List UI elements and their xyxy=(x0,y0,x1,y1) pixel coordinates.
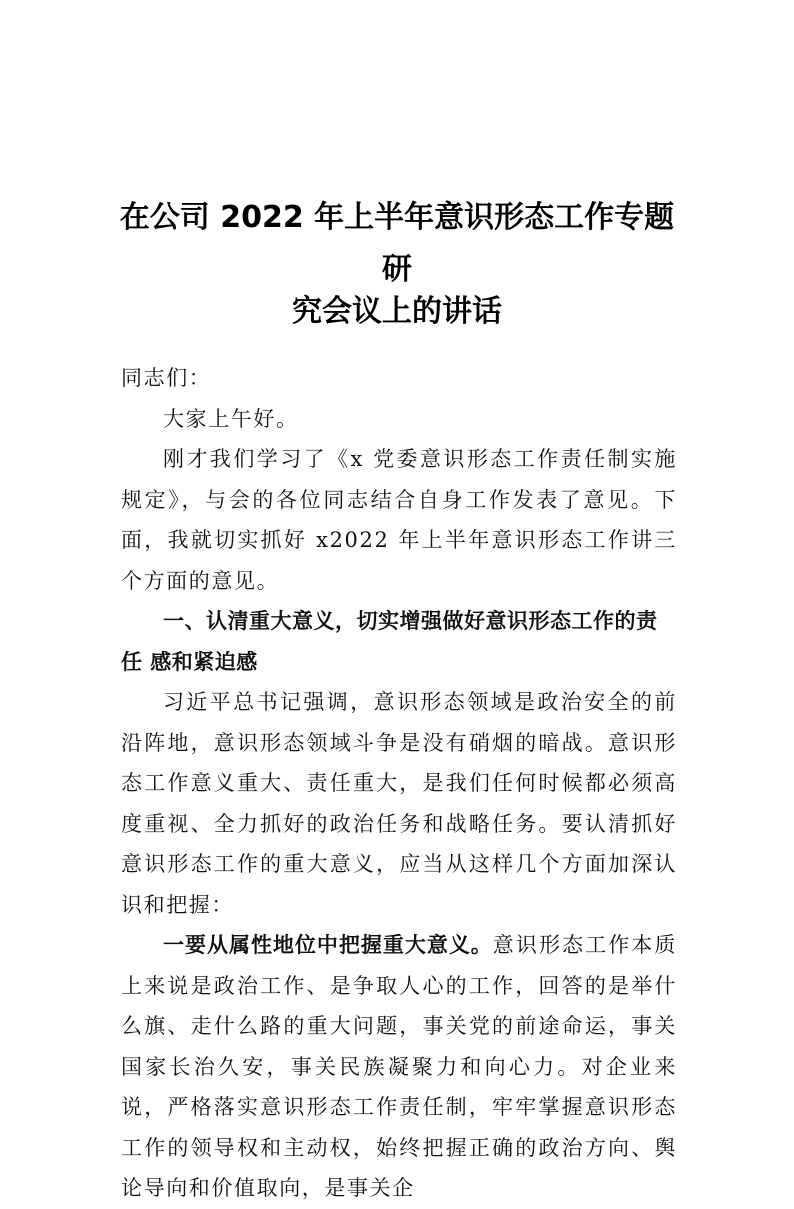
section-1-paragraph-1: 习近平总书记强调，意识形态领域是政治安全的前沿阵地，意识形态领域斗争是没有硝烟的暗战。意识形态工作意义重大、责任重大，是我们任何时候都必须高度重视、全力抓好的政治任务和战略任务。要认清抓好意识形态工作的重大意义，应当从这样几个方面加深认识和把握： xyxy=(121,690,677,917)
section-1-heading: 一、认清重大意义，切实增强做好意识形态工作的责任 感和紧迫感 xyxy=(121,609,658,674)
title-line-1: 在公司 2022 年上半年意识形态工作专题 xyxy=(119,200,675,235)
salutation: 同志们： xyxy=(121,366,212,390)
paragraph-lead-sentence: 一要从属性地位中把握重大意义。 xyxy=(163,933,493,957)
title-line-3: 究会议上的讲话 xyxy=(292,294,502,329)
intro-paragraph: 刚才我们学习了《x 党委意识形态工作责任制实施规定》，与会的各位同志结合自身工作发表了意见。下面，我就切实抓好 x2022 年上半年意识形态工作讲三个方面的意见。 xyxy=(121,447,677,593)
greeting: 大家上午好。 xyxy=(163,406,299,431)
section-1-paragraph-2 xyxy=(121,925,677,1209)
document-body xyxy=(121,358,677,1209)
title-line-2: 研 xyxy=(382,252,412,287)
paragraph-body-text: 意识形态工作本质上来说是政治工作、是争取人心的工作，回答的是举什么旗、走什么路的重大问题，事关党的前途命运，事关国家长治久安，事关民族凝聚力和向心力。对企业来说，严格落实意识形态工作责任制，牢牢掌握意识形态工作的领导权和主动权，始终把握正确的政治方向、舆论导向和价值取向，是事关企 xyxy=(121,933,677,1200)
